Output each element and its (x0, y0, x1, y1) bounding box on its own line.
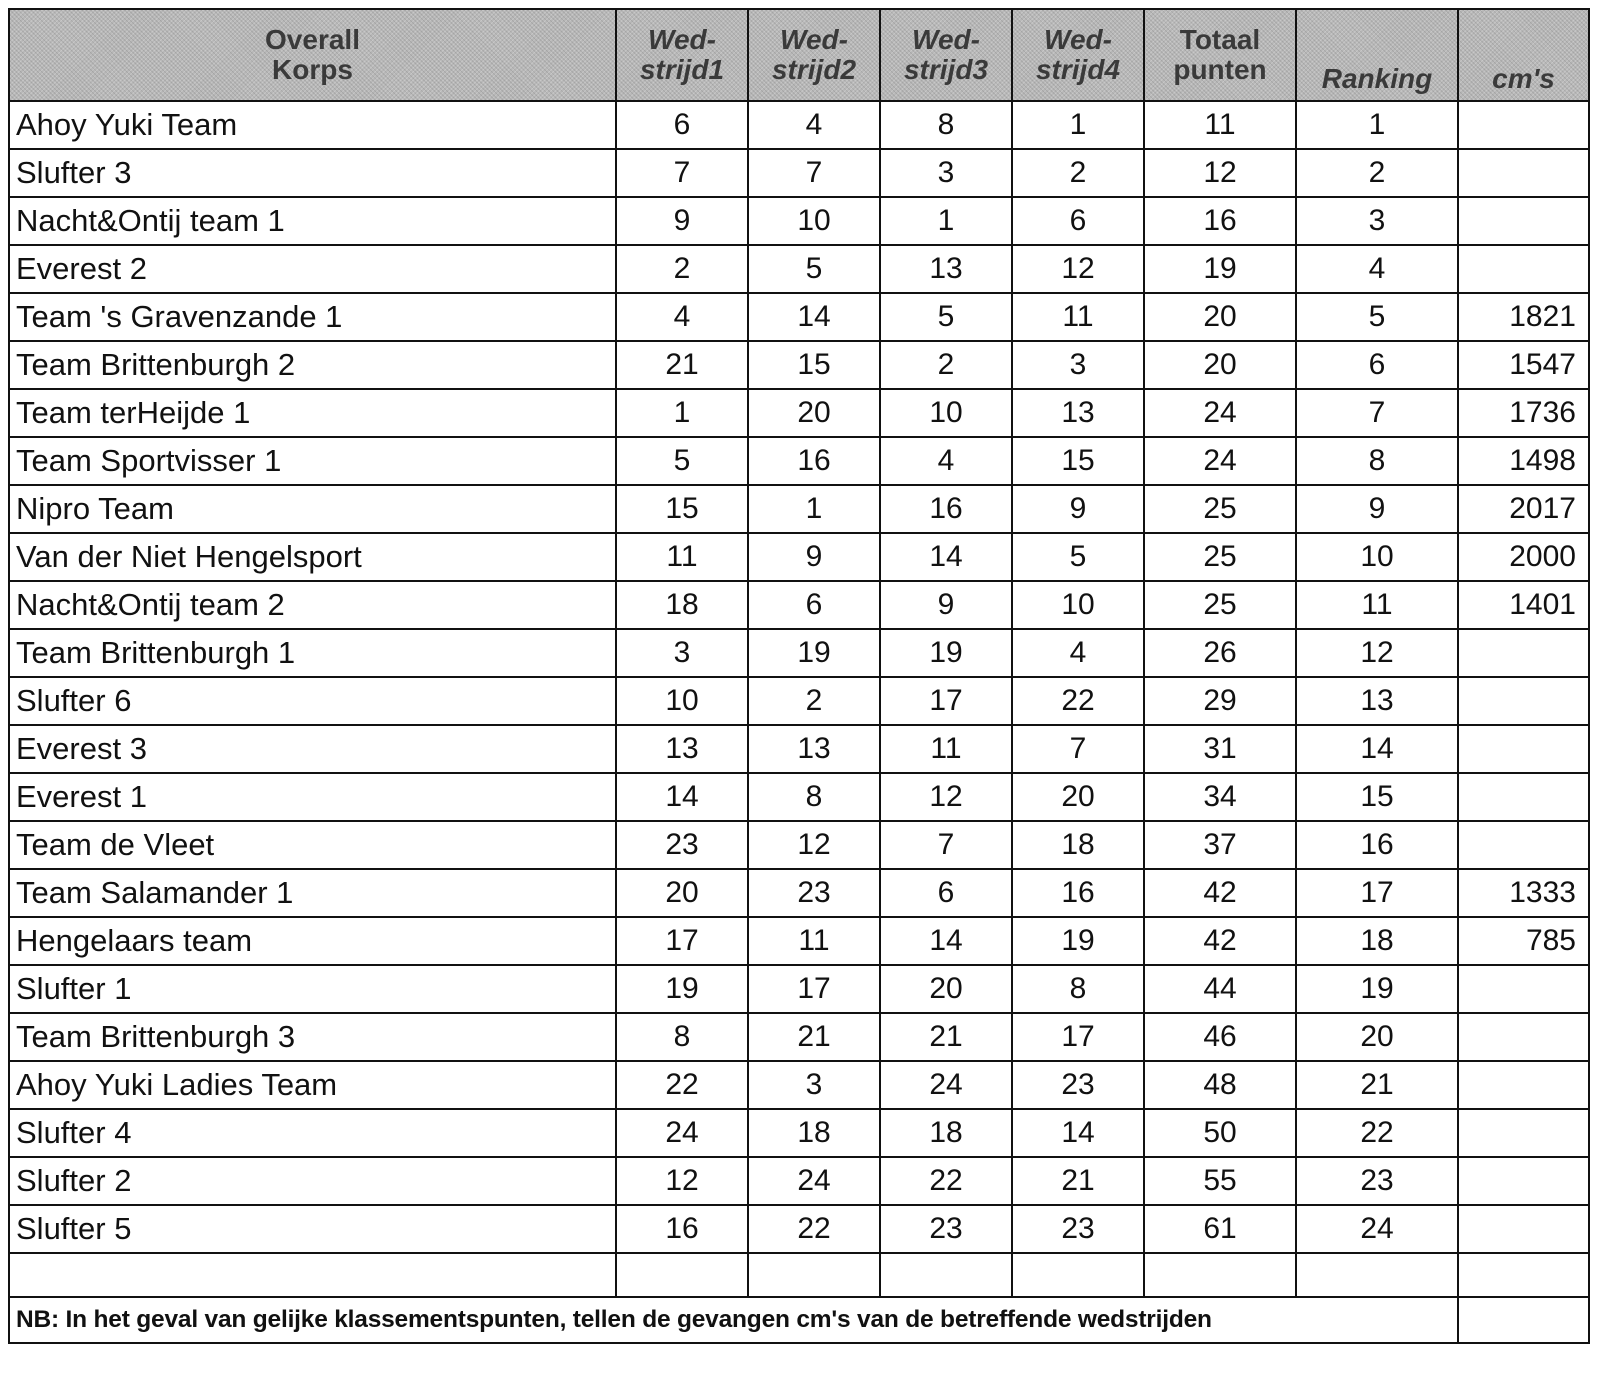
ranking-cell: 16 (1296, 821, 1458, 869)
ranking-cell: 1 (1296, 101, 1458, 149)
cms-cell (1458, 629, 1589, 677)
ranking-cell: 8 (1296, 437, 1458, 485)
wedstrijd3-cell: 5 (880, 293, 1012, 341)
total-points-cell: 34 (1144, 773, 1296, 821)
header-wedstrijd1 (616, 9, 748, 101)
wedstrijd3-cell: 10 (880, 389, 1012, 437)
team-cell: Slufter 2 (9, 1157, 616, 1205)
cms-cell (1458, 245, 1589, 293)
wedstrijd3-cell: 2 (880, 341, 1012, 389)
wedstrijd3-cell: 6 (880, 869, 1012, 917)
wedstrijd1-cell: 4 (616, 293, 748, 341)
wedstrijd1-cell: 20 (616, 869, 748, 917)
wedstrijd2-cell: 4 (748, 101, 880, 149)
ranking-cell: 12 (1296, 629, 1458, 677)
empty-cell (1458, 1253, 1589, 1297)
wedstrijd3-cell: 17 (880, 677, 1012, 725)
table-row (9, 821, 1589, 869)
team-cell: Ahoy Yuki Team (9, 101, 616, 149)
cms-cell (1458, 1205, 1589, 1253)
table-row (9, 725, 1589, 773)
wedstrijd2-cell: 3 (748, 1061, 880, 1109)
header-totaal-line1: Totaal (1179, 24, 1261, 55)
team-cell: Nacht&Ontij team 1 (9, 197, 616, 245)
ranking-cell: 7 (1296, 389, 1458, 437)
table-row (9, 629, 1589, 677)
wedstrijd3-cell: 20 (880, 965, 1012, 1013)
wedstrijd1-cell: 18 (616, 581, 748, 629)
empty-cell (616, 1253, 748, 1297)
total-points-cell: 50 (1144, 1109, 1296, 1157)
ranking-cell: 23 (1296, 1157, 1458, 1205)
header-wedstrijd2 (748, 9, 880, 101)
wedstrijd4-cell: 12 (1012, 245, 1144, 293)
cms-cell (1458, 101, 1589, 149)
header-team (9, 9, 616, 101)
ranking-cell: 9 (1296, 485, 1458, 533)
table-row (9, 965, 1589, 1013)
cms-cell (1458, 149, 1589, 197)
header-ranking: Ranking (1296, 9, 1458, 101)
wedstrijd3-cell: 14 (880, 533, 1012, 581)
team-cell: Everest 3 (9, 725, 616, 773)
header-wedstrijd3 (880, 9, 1012, 101)
total-points-cell: 20 (1144, 293, 1296, 341)
wedstrijd4-cell: 5 (1012, 533, 1144, 581)
cms-cell (1458, 677, 1589, 725)
wedstrijd3-cell: 7 (880, 821, 1012, 869)
wedstrijd1-cell: 9 (616, 197, 748, 245)
wedstrijd2-cell: 23 (748, 869, 880, 917)
wedstrijd1-cell: 8 (616, 1013, 748, 1061)
wedstrijd1-cell: 2 (616, 245, 748, 293)
wedstrijd2-cell: 21 (748, 1013, 880, 1061)
wedstrijd1-cell: 16 (616, 1205, 748, 1253)
team-cell: Team Brittenburgh 1 (9, 629, 616, 677)
wedstrijd3-cell: 3 (880, 149, 1012, 197)
header-totaal-punten (1144, 9, 1296, 101)
ranking-cell: 2 (1296, 149, 1458, 197)
wedstrijd4-cell: 10 (1012, 581, 1144, 629)
total-points-cell: 48 (1144, 1061, 1296, 1109)
table-row (9, 1205, 1589, 1253)
wedstrijd4-cell: 8 (1012, 965, 1144, 1013)
wedstrijd4-cell: 9 (1012, 485, 1144, 533)
note-blank-cell (1458, 1297, 1589, 1343)
cms-cell: 1821 (1458, 293, 1589, 341)
wedstrijd3-cell: 23 (880, 1205, 1012, 1253)
table-row (9, 389, 1589, 437)
ranking-cell: 21 (1296, 1061, 1458, 1109)
total-points-cell: 16 (1144, 197, 1296, 245)
total-points-cell: 46 (1144, 1013, 1296, 1061)
header-wedstrijd4 (1012, 9, 1144, 101)
team-cell: Everest 2 (9, 245, 616, 293)
empty-row (9, 1253, 1589, 1297)
ranking-cell: 18 (1296, 917, 1458, 965)
team-cell: Slufter 6 (9, 677, 616, 725)
cms-cell: 1498 (1458, 437, 1589, 485)
wedstrijd4-cell: 21 (1012, 1157, 1144, 1205)
wedstrijd1-cell: 22 (616, 1061, 748, 1109)
total-points-cell: 44 (1144, 965, 1296, 1013)
total-points-cell: 25 (1144, 533, 1296, 581)
cms-cell: 1333 (1458, 869, 1589, 917)
header-cms: cm's (1458, 9, 1589, 101)
wedstrijd2-cell: 6 (748, 581, 880, 629)
cms-cell (1458, 965, 1589, 1013)
cms-cell (1458, 197, 1589, 245)
wedstrijd1-cell: 1 (616, 389, 748, 437)
wedstrijd1-cell: 19 (616, 965, 748, 1013)
wedstrijd4-cell: 17 (1012, 1013, 1144, 1061)
empty-cell (748, 1253, 880, 1297)
wedstrijd2-cell: 12 (748, 821, 880, 869)
header-team-line1: Overall (265, 24, 360, 55)
wedstrijd1-cell: 13 (616, 725, 748, 773)
wedstrijd3-cell: 11 (880, 725, 1012, 773)
wedstrijd2-cell: 14 (748, 293, 880, 341)
empty-cell (1012, 1253, 1144, 1297)
wedstrijd4-cell: 23 (1012, 1061, 1144, 1109)
team-cell: Team Brittenburgh 3 (9, 1013, 616, 1061)
team-cell: Team terHeijde 1 (9, 389, 616, 437)
wedstrijd4-cell: 22 (1012, 677, 1144, 725)
header-totaal-line2: punten (1173, 54, 1267, 85)
total-points-cell: 11 (1144, 101, 1296, 149)
wedstrijd4-cell: 3 (1012, 341, 1144, 389)
ranking-cell: 11 (1296, 581, 1458, 629)
wedstrijd1-cell: 10 (616, 677, 748, 725)
total-points-cell: 24 (1144, 389, 1296, 437)
cms-cell: 785 (1458, 917, 1589, 965)
table-row (9, 1061, 1589, 1109)
table-row (9, 197, 1589, 245)
empty-cell (9, 1253, 616, 1297)
wedstrijd1-cell: 12 (616, 1157, 748, 1205)
header-wedstrijd3-line2: strijd3 (903, 54, 989, 85)
cms-cell: 1401 (1458, 581, 1589, 629)
total-points-cell: 61 (1144, 1205, 1296, 1253)
wedstrijd2-cell: 15 (748, 341, 880, 389)
wedstrijd2-cell: 5 (748, 245, 880, 293)
wedstrijd3-cell: 8 (880, 101, 1012, 149)
table-row (9, 245, 1589, 293)
header-team-line2: Korps (272, 54, 353, 85)
ranking-cell: 10 (1296, 533, 1458, 581)
wedstrijd4-cell: 14 (1012, 1109, 1144, 1157)
cms-cell: 1547 (1458, 341, 1589, 389)
team-cell: Slufter 1 (9, 965, 616, 1013)
wedstrijd2-cell: 24 (748, 1157, 880, 1205)
table-row (9, 533, 1589, 581)
team-cell: Van der Niet Hengelsport (9, 533, 616, 581)
wedstrijd2-cell: 17 (748, 965, 880, 1013)
total-points-cell: 55 (1144, 1157, 1296, 1205)
team-cell: Ahoy Yuki Ladies Team (9, 1061, 616, 1109)
empty-cell (880, 1253, 1012, 1297)
total-points-cell: 26 (1144, 629, 1296, 677)
wedstrijd4-cell: 7 (1012, 725, 1144, 773)
wedstrijd4-cell: 13 (1012, 389, 1144, 437)
cms-cell (1458, 1061, 1589, 1109)
wedstrijd2-cell: 18 (748, 1109, 880, 1157)
wedstrijd3-cell: 19 (880, 629, 1012, 677)
total-points-cell: 19 (1144, 245, 1296, 293)
header-wedstrijd1-line1: Wed- (648, 24, 716, 55)
wedstrijd4-cell: 23 (1012, 1205, 1144, 1253)
ranking-table (8, 8, 1590, 1344)
total-points-cell: 20 (1144, 341, 1296, 389)
wedstrijd3-cell: 21 (880, 1013, 1012, 1061)
ranking-cell: 6 (1296, 341, 1458, 389)
wedstrijd3-cell: 12 (880, 773, 1012, 821)
team-cell: Slufter 4 (9, 1109, 616, 1157)
header-wedstrijd2-line2: strijd2 (771, 54, 857, 85)
wedstrijd2-cell: 9 (748, 533, 880, 581)
wedstrijd3-cell: 18 (880, 1109, 1012, 1157)
ranking-cell: 13 (1296, 677, 1458, 725)
wedstrijd4-cell: 2 (1012, 149, 1144, 197)
wedstrijd1-cell: 7 (616, 149, 748, 197)
wedstrijd1-cell: 24 (616, 1109, 748, 1157)
wedstrijd1-cell: 15 (616, 485, 748, 533)
wedstrijd1-cell: 11 (616, 533, 748, 581)
cms-cell: 2017 (1458, 485, 1589, 533)
cms-cell (1458, 1109, 1589, 1157)
wedstrijd4-cell: 15 (1012, 437, 1144, 485)
wedstrijd4-cell: 6 (1012, 197, 1144, 245)
total-points-cell: 25 (1144, 581, 1296, 629)
header-wedstrijd3-line1: Wed- (912, 24, 980, 55)
cms-cell (1458, 821, 1589, 869)
wedstrijd2-cell: 13 (748, 725, 880, 773)
ranking-cell: 15 (1296, 773, 1458, 821)
total-points-cell: 42 (1144, 917, 1296, 965)
wedstrijd2-cell: 16 (748, 437, 880, 485)
table-row (9, 293, 1589, 341)
table-row (9, 1109, 1589, 1157)
table-row (9, 677, 1589, 725)
wedstrijd1-cell: 21 (616, 341, 748, 389)
ranking-cell: 20 (1296, 1013, 1458, 1061)
wedstrijd1-cell: 3 (616, 629, 748, 677)
cms-cell: 1736 (1458, 389, 1589, 437)
team-cell: Hengelaars team (9, 917, 616, 965)
cms-cell (1458, 1157, 1589, 1205)
team-cell: Slufter 3 (9, 149, 616, 197)
team-cell: Nipro Team (9, 485, 616, 533)
wedstrijd3-cell: 9 (880, 581, 1012, 629)
wedstrijd2-cell: 19 (748, 629, 880, 677)
ranking-cell: 4 (1296, 245, 1458, 293)
cms-cell (1458, 1013, 1589, 1061)
ranking-cell: 22 (1296, 1109, 1458, 1157)
header-wedstrijd4-line2: strijd4 (1035, 54, 1121, 85)
table-row (9, 485, 1589, 533)
ranking-cell: 14 (1296, 725, 1458, 773)
ranking-cell: 24 (1296, 1205, 1458, 1253)
wedstrijd4-cell: 16 (1012, 869, 1144, 917)
wedstrijd3-cell: 1 (880, 197, 1012, 245)
total-points-cell: 12 (1144, 149, 1296, 197)
header-wedstrijd2-line1: Wed- (780, 24, 848, 55)
wedstrijd3-cell: 22 (880, 1157, 1012, 1205)
header-wedstrijd4-line1: Wed- (1044, 24, 1112, 55)
total-points-cell: 31 (1144, 725, 1296, 773)
wedstrijd3-cell: 4 (880, 437, 1012, 485)
wedstrijd3-cell: 24 (880, 1061, 1012, 1109)
team-cell: Team 's Gravenzande 1 (9, 293, 616, 341)
wedstrijd4-cell: 19 (1012, 917, 1144, 965)
wedstrijd4-cell: 18 (1012, 821, 1144, 869)
empty-cell (1144, 1253, 1296, 1297)
wedstrijd4-cell: 20 (1012, 773, 1144, 821)
cms-cell (1458, 773, 1589, 821)
total-points-cell: 42 (1144, 869, 1296, 917)
team-cell: Nacht&Ontij team 2 (9, 581, 616, 629)
header-wedstrijd1-line2: strijd1 (639, 54, 725, 85)
wedstrijd1-cell: 14 (616, 773, 748, 821)
table-row (9, 1157, 1589, 1205)
wedstrijd2-cell: 20 (748, 389, 880, 437)
wedstrijd2-cell: 8 (748, 773, 880, 821)
team-cell: Team Sportvisser 1 (9, 437, 616, 485)
note-text: NB: In het geval van gelijke klassementspunten, tellen de gevangen cm's van de betreffende wedstrijden (9, 1297, 1458, 1343)
wedstrijd1-cell: 5 (616, 437, 748, 485)
total-points-cell: 29 (1144, 677, 1296, 725)
wedstrijd4-cell: 11 (1012, 293, 1144, 341)
note-row (9, 1297, 1589, 1343)
total-points-cell: 25 (1144, 485, 1296, 533)
table-row (9, 437, 1589, 485)
wedstrijd3-cell: 14 (880, 917, 1012, 965)
wedstrijd2-cell: 22 (748, 1205, 880, 1253)
table-row (9, 869, 1589, 917)
wedstrijd3-cell: 16 (880, 485, 1012, 533)
table-row (9, 917, 1589, 965)
wedstrijd1-cell: 6 (616, 101, 748, 149)
cms-cell (1458, 725, 1589, 773)
ranking-cell: 19 (1296, 965, 1458, 1013)
wedstrijd2-cell: 2 (748, 677, 880, 725)
table-row (9, 581, 1589, 629)
team-cell: Team Salamander 1 (9, 869, 616, 917)
team-cell: Slufter 5 (9, 1205, 616, 1253)
team-cell: Team de Vleet (9, 821, 616, 869)
wedstrijd1-cell: 23 (616, 821, 748, 869)
header-row (9, 9, 1589, 101)
wedstrijd1-cell: 17 (616, 917, 748, 965)
table-row (9, 1013, 1589, 1061)
cms-cell: 2000 (1458, 533, 1589, 581)
ranking-cell: 5 (1296, 293, 1458, 341)
ranking-cell: 17 (1296, 869, 1458, 917)
team-cell: Team Brittenburgh 2 (9, 341, 616, 389)
wedstrijd3-cell: 13 (880, 245, 1012, 293)
ranking-body (9, 101, 1589, 1343)
team-cell: Everest 1 (9, 773, 616, 821)
wedstrijd2-cell: 7 (748, 149, 880, 197)
table-row (9, 149, 1589, 197)
wedstrijd4-cell: 1 (1012, 101, 1144, 149)
ranking-cell: 3 (1296, 197, 1458, 245)
wedstrijd2-cell: 1 (748, 485, 880, 533)
total-points-cell: 24 (1144, 437, 1296, 485)
table-row (9, 773, 1589, 821)
wedstrijd2-cell: 11 (748, 917, 880, 965)
total-points-cell: 37 (1144, 821, 1296, 869)
empty-cell (1296, 1253, 1458, 1297)
wedstrijd2-cell: 10 (748, 197, 880, 245)
table-row (9, 341, 1589, 389)
wedstrijd4-cell: 4 (1012, 629, 1144, 677)
table-row (9, 101, 1589, 149)
